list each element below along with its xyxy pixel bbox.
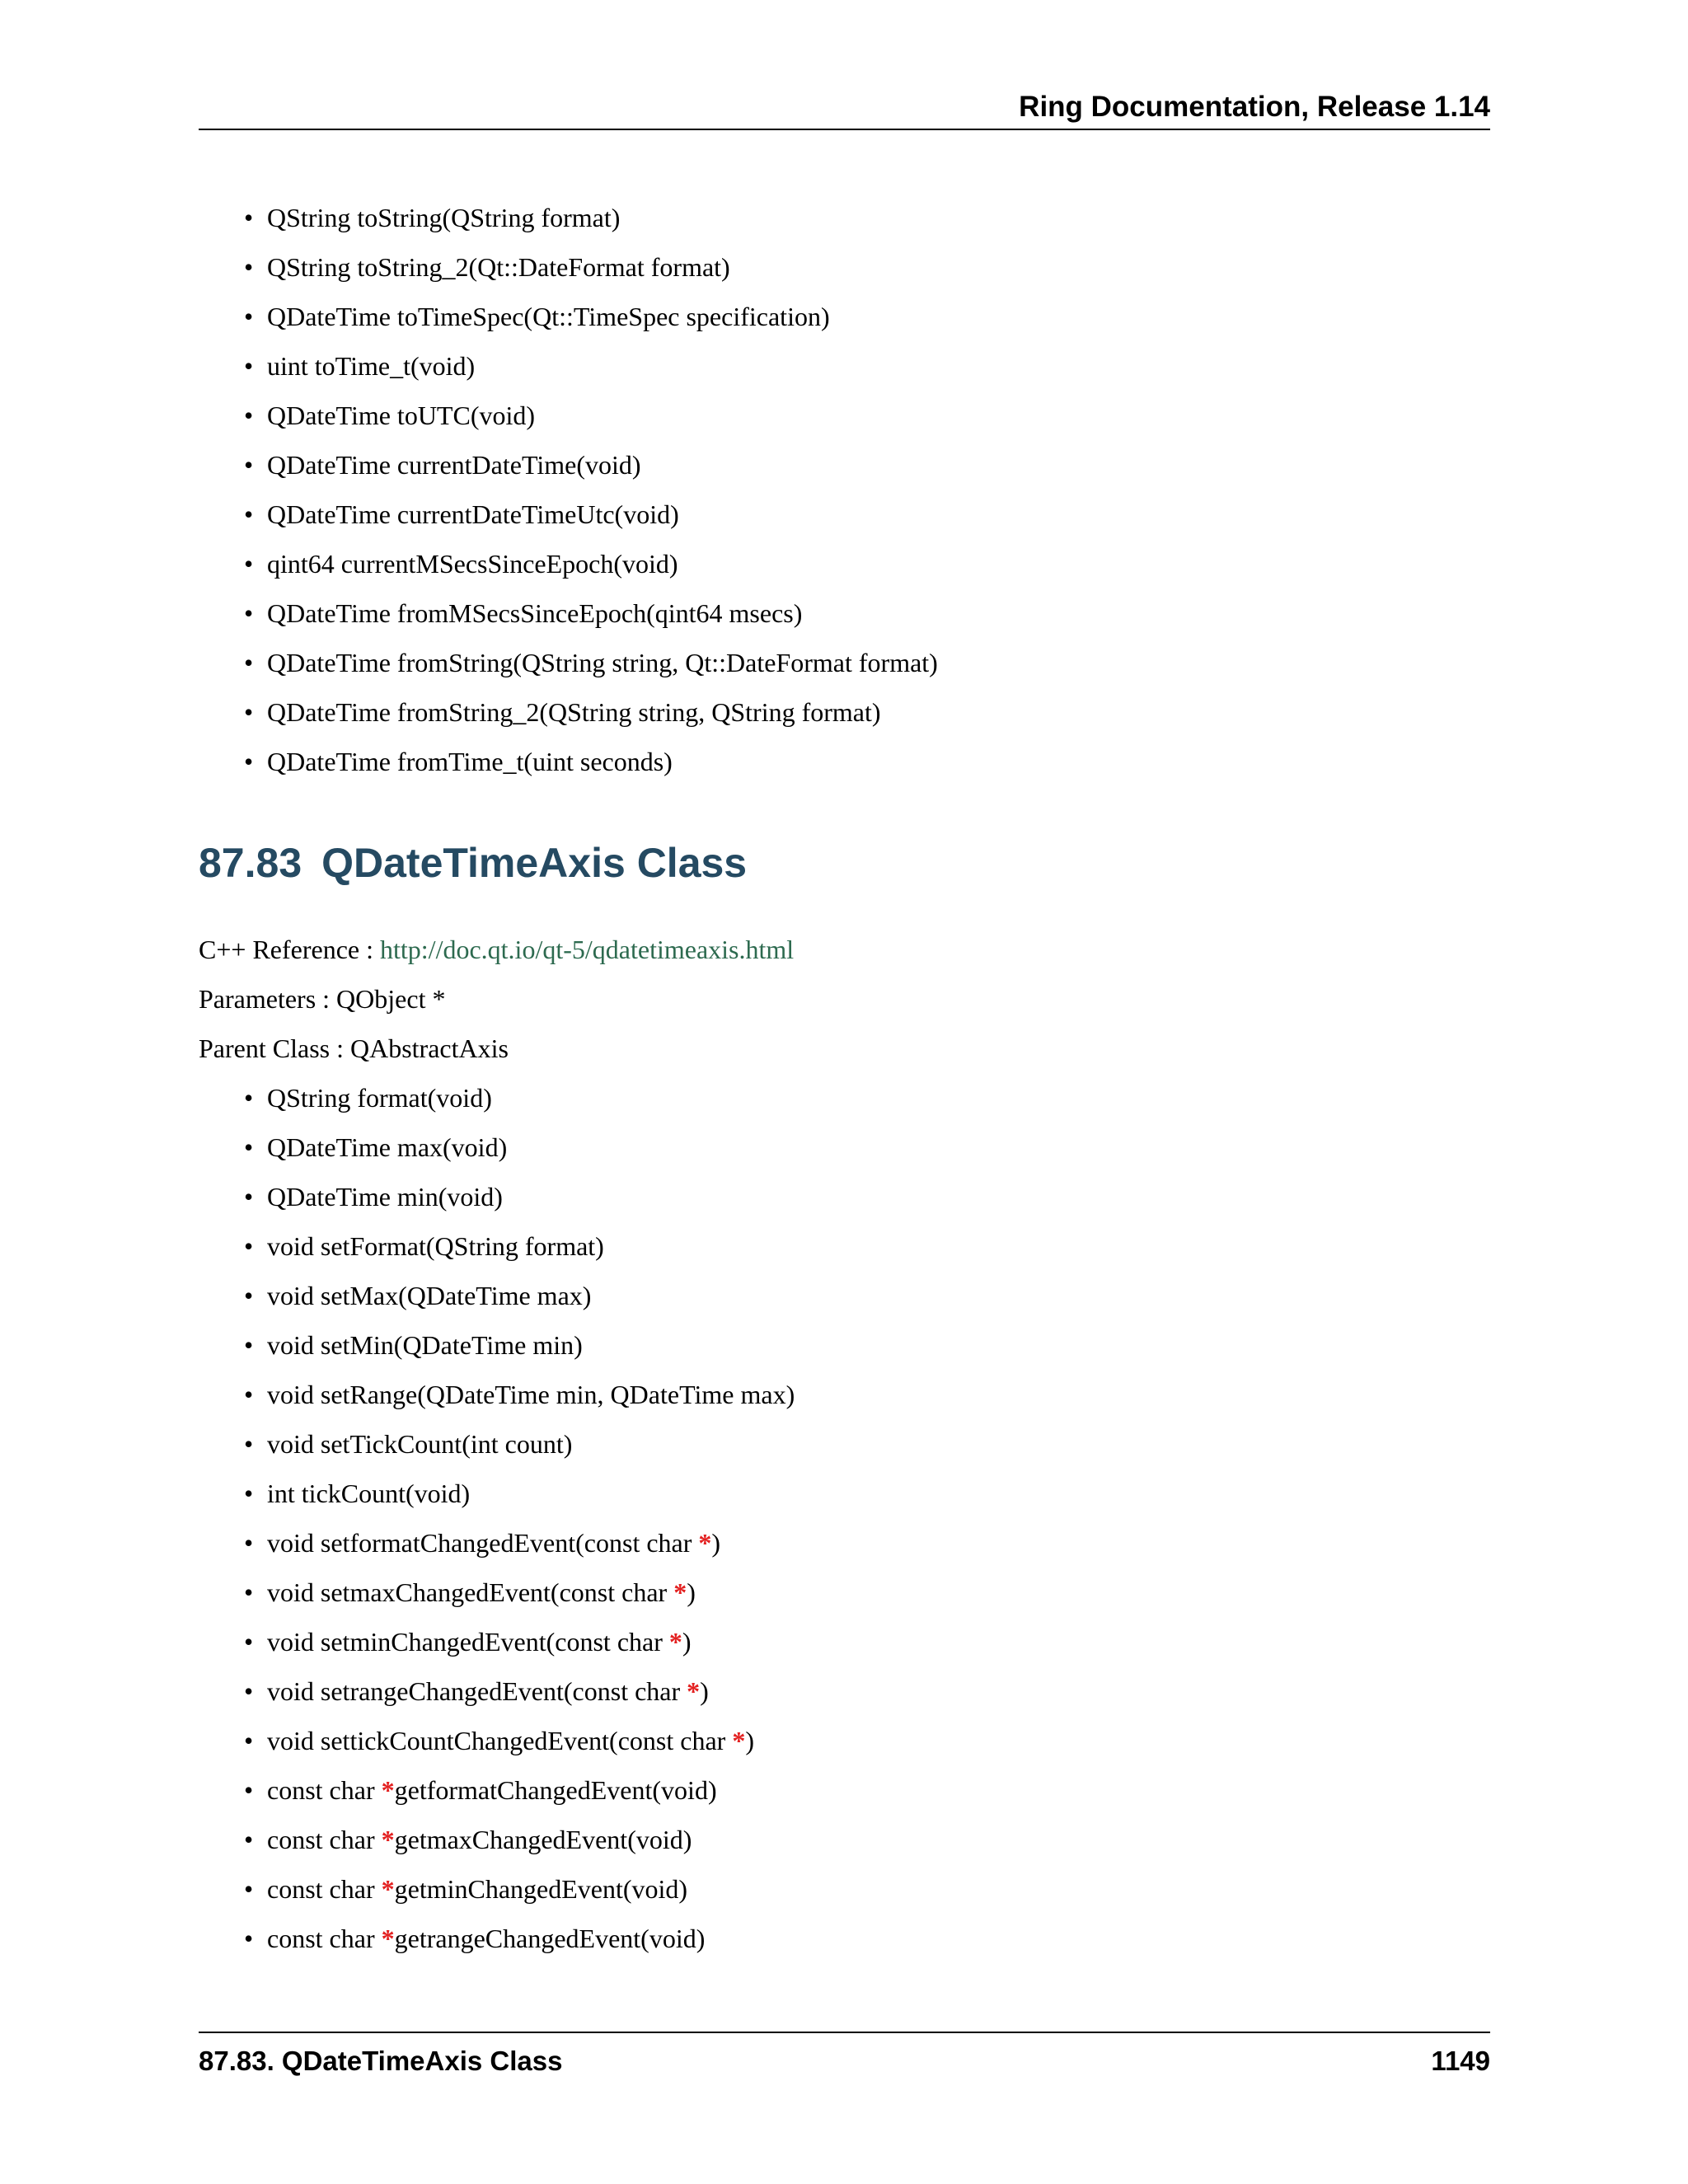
list-item: [0, 490, 938, 539]
list-item: [0, 588, 938, 638]
pointer-star: *: [687, 1676, 701, 1706]
list-item-text: const char: [267, 1825, 382, 1854]
list-item: [0, 1122, 795, 1172]
bullet-icon: •: [244, 1380, 254, 1409]
bullet-icon: •: [244, 1775, 254, 1805]
bullet-icon: •: [244, 1577, 254, 1607]
list-item-text-after: ): [687, 1577, 696, 1607]
list-item-text: QString toString_2(Qt::DateFormat format): [267, 252, 730, 282]
list-item-text: uint toTime_t(void): [267, 351, 476, 381]
pointer-star: *: [381, 1775, 395, 1805]
list-item: [0, 1419, 795, 1469]
pointer-star: *: [381, 1874, 395, 1904]
bullet-icon: •: [244, 1281, 254, 1310]
list-item-text: int tickCount(void): [267, 1479, 471, 1508]
bullet-icon: •: [244, 1924, 254, 1953]
parent-class-text: Parent Class : QAbstractAxis: [199, 1033, 509, 1063]
list-item-text-after: getrangeChangedEvent(void): [394, 1924, 706, 1953]
method-list-qdatetimeaxis: [0, 1073, 795, 1963]
bullet-icon: •: [244, 1528, 254, 1558]
bullet-icon: •: [244, 401, 254, 430]
list-item: [0, 242, 938, 292]
bullet-icon: •: [244, 1825, 254, 1854]
pointer-star: *: [668, 1627, 682, 1657]
section-number: 87.83: [199, 840, 302, 886]
bullet-icon: •: [244, 549, 254, 579]
parameters-text: Parameters : QObject *: [199, 984, 446, 1014]
cpp-reference-label: C++ Reference :: [199, 935, 380, 964]
list-item: [0, 687, 938, 737]
list-item-text: QDateTime toUTC(void): [267, 401, 536, 430]
bullet-icon: •: [244, 1132, 254, 1162]
list-item: [0, 292, 938, 341]
list-item: [0, 1864, 795, 1914]
list-item: [0, 638, 938, 687]
bullet-icon: •: [244, 1479, 254, 1508]
list-item: [0, 539, 938, 588]
document-title: Ring Documentation, Release 1.14: [1019, 91, 1490, 123]
list-item: [0, 193, 938, 242]
list-item-text: void setTickCount(int count): [267, 1429, 573, 1459]
list-item-text: void setRange(QDateTime min, QDateTime max): [267, 1380, 795, 1409]
pointer-star: *: [381, 1825, 395, 1854]
list-item: [0, 1221, 795, 1271]
list-item: [0, 737, 938, 786]
list-item-text: qint64 currentMSecsSinceEpoch(void): [267, 549, 678, 579]
list-item-text: QString toString(QString format): [267, 203, 621, 232]
list-item: [0, 1518, 795, 1568]
list-item-text: void settickCountChangedEvent(const char: [267, 1726, 733, 1755]
list-item: [0, 1172, 795, 1221]
list-item: [0, 1914, 795, 1963]
list-item-text: QDateTime fromMSecsSinceEpoch(qint64 msecs): [267, 598, 803, 628]
bullet-icon: •: [244, 648, 254, 677]
list-item-text: QDateTime currentDateTime(void): [267, 450, 641, 480]
bullet-icon: •: [244, 1726, 254, 1755]
list-item: [0, 1765, 795, 1815]
list-item-text: QDateTime toTimeSpec(Qt::TimeSpec specification): [267, 302, 830, 331]
footer-section-title: 87.83. QDateTimeAxis Class: [199, 2046, 563, 2076]
bullet-icon: •: [244, 747, 254, 776]
bullet-icon: •: [244, 1330, 254, 1360]
list-item-text: void setrangeChangedEvent(const char: [267, 1676, 687, 1706]
bullet-icon: •: [244, 598, 254, 628]
bullet-icon: •: [244, 1874, 254, 1904]
bullet-icon: •: [244, 1627, 254, 1657]
bullet-icon: •: [244, 450, 254, 480]
bullet-icon: •: [244, 252, 254, 282]
list-item-text: QDateTime min(void): [267, 1182, 503, 1212]
bullet-icon: •: [244, 1429, 254, 1459]
bullet-icon: •: [244, 499, 254, 529]
cpp-reference-link[interactable]: http://doc.qt.io/qt-5/qdatetimeaxis.html: [380, 935, 795, 964]
list-item-text: void setFormat(QString format): [267, 1231, 604, 1261]
pointer-star: *: [698, 1528, 712, 1558]
list-item-text-after: getminChangedEvent(void): [394, 1874, 688, 1904]
list-item-text: const char: [267, 1874, 382, 1904]
list-item-text: QDateTime fromString_2(QString string, QString format): [267, 697, 881, 727]
list-item: [0, 1716, 795, 1765]
list-item-text: const char: [267, 1924, 382, 1953]
bullet-icon: •: [244, 1182, 254, 1212]
section-heading: [199, 834, 747, 892]
list-item: [0, 1568, 795, 1617]
list-item: [0, 1073, 795, 1122]
bullet-icon: •: [244, 351, 254, 381]
list-item: [0, 391, 938, 440]
list-item: [0, 1320, 795, 1370]
list-item-text: QDateTime fromString(QString string, Qt::DateFormat format): [267, 648, 938, 677]
list-item: [0, 1370, 795, 1419]
bullet-icon: •: [244, 1083, 254, 1113]
section-title: QDateTimeAxis Class: [321, 840, 748, 886]
list-item-text-after: ): [682, 1627, 692, 1657]
list-item: [0, 1666, 795, 1716]
list-item-text-after: getmaxChangedEvent(void): [394, 1825, 692, 1854]
pointer-star: *: [732, 1726, 746, 1755]
cpp-reference: [199, 925, 794, 974]
method-list-qdatetime: [0, 193, 938, 786]
list-item-text-after: getformatChangedEvent(void): [394, 1775, 717, 1805]
running-header: [199, 89, 1490, 130]
list-item-text-after: ): [745, 1726, 754, 1755]
list-item-text: void setMax(QDateTime max): [267, 1281, 592, 1310]
pointer-star: *: [381, 1924, 395, 1953]
list-item-text: void setformatChangedEvent(const char: [267, 1528, 699, 1558]
page-number: 1149: [1431, 2046, 1490, 2076]
list-item: [0, 341, 938, 391]
bullet-icon: •: [244, 1231, 254, 1261]
running-footer: [199, 2032, 1490, 2083]
list-item: [0, 1469, 795, 1518]
list-item-text: void setminChangedEvent(const char: [267, 1627, 669, 1657]
list-item-text: const char: [267, 1775, 382, 1805]
bullet-icon: •: [244, 697, 254, 727]
list-item-text: QDateTime fromTime_t(uint seconds): [267, 747, 673, 776]
list-item-text: QDateTime currentDateTimeUtc(void): [267, 499, 679, 529]
bullet-icon: •: [244, 203, 254, 232]
list-item: [0, 440, 938, 490]
list-item-text: void setMin(QDateTime min): [267, 1330, 583, 1360]
list-item: [0, 1271, 795, 1320]
list-item-text: QDateTime max(void): [267, 1132, 508, 1162]
list-item-text-after: ): [700, 1676, 709, 1706]
list-item: [0, 1617, 795, 1666]
bullet-icon: •: [244, 1676, 254, 1706]
bullet-icon: •: [244, 302, 254, 331]
pointer-star: *: [673, 1577, 687, 1607]
list-item-text: QString format(void): [267, 1083, 492, 1113]
list-item-text: void setmaxChangedEvent(const char: [267, 1577, 674, 1607]
list-item: [0, 1815, 795, 1864]
list-item-text-after: ): [711, 1528, 721, 1558]
